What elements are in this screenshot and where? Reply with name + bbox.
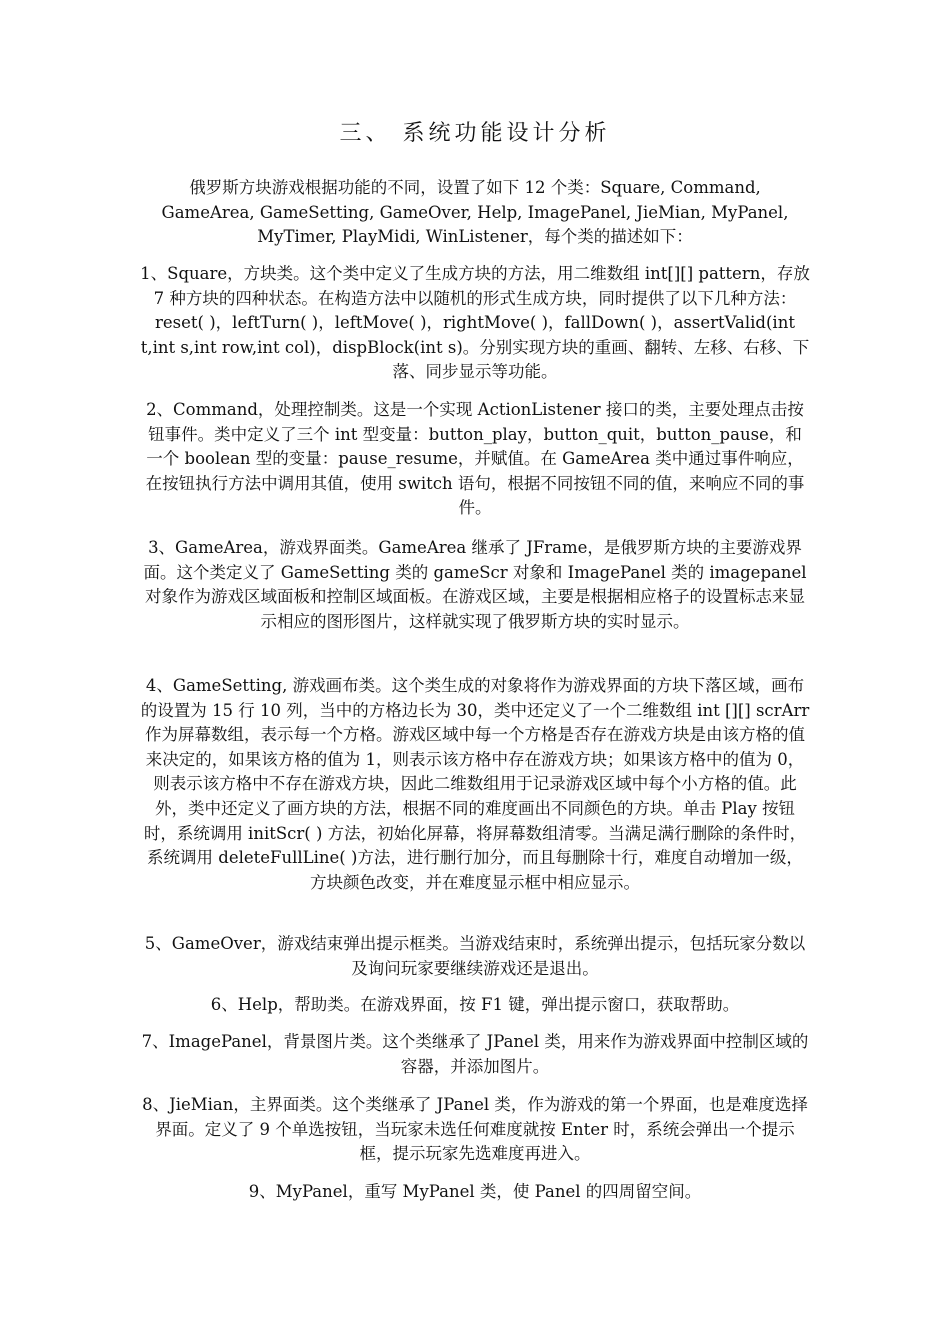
class-gameover-paragraph: 5、GameOver，游戏结束弹出提示框类。当游戏结束时，系统弹出提示，包括玩家分数以及询问玩家要继续游戏还是退出。 [144, 934, 806, 978]
class-mypanel-paragraph: 9、MyPanel，重写 MyPanel 类，使 Panel 的四周留空间。 [248, 1182, 702, 1201]
class-gamesetting-paragraph: 4、GameSetting, 游戏画布类。这个类生成的对象将作为游戏界面的方块下落区域，画布的设置为 15 行 10 列，当中的方格边长为 30，类中还定义了一个二维数组 int [][] scrArr 作为屏幕数组，表示每一个方格。游戏区域中每一个方格是否存在游戏方块是由该方格的值来决定的，如果该方格的值为 1，则表示该方格中存在游戏方块；如果该方格中的值为 0，则表示该方格中不存在游戏方块，因此二维数组用于记录游戏区域中每个小方格的值。此外，类中还定义了画方块的方法，根据不同的难度画出不同颜色的方块。单击 Play 按钮时，系统调用 initScr( ) 方法，初始化屏幕，将屏幕数组清零。当满足满行删除的条件时，系统调用 deleteFullLine( )方法，进行删行加分，而且每删除十行，难度自动增加一级，方块颜色改变，并在难度显示框中相应显示。 [140, 676, 810, 892]
class-square-paragraph: 1、Square，方块类。这个类中定义了生成方块的方法，用二维数组 int[][] pattern，存放 7 种方块的四种状态。在构造方法中以随机的形式生成方块，同时提供了以下几种方法：reset( )，leftTurn( )，leftMove( )，rightMove( )，fallDown( )，assertValid(int t,int s,int row,int col)，dispBlock(int s)。分别实现方块的重画、翻转、左移、右移、下落、同步显示等功能。 [140, 264, 810, 382]
intro-paragraph: 俄罗斯方块游戏根据功能的不同，设置了如下 12 个类：Square, Command, GameArea, GameSetting, GameOver, Help, ImagePanel, JieMian, MyPanel, MyTimer, PlayMidi, WinListener，每个类的描述如下： [161, 178, 789, 247]
section-title: 三、 系统功能设计分析 [339, 121, 611, 146]
class-imagepanel-paragraph: 7、ImagePanel，背景图片类。这个类继承了 JPanel 类，用来作为游戏界面中控制区域的容器，并添加图片。 [141, 1032, 809, 1076]
class-help-paragraph: 6、Help，帮助类。在游戏界面，按 F1 键，弹出提示窗口，获取帮助。 [210, 995, 740, 1014]
class-jiemian-paragraph: 8、JieMian，主界面类。这个类继承了 JPanel 类，作为游戏的第一个界面，也是难度选择界面。定义了 9 个单选按钮，当玩家未选任何难度就按 Enter 时，系统会弹出一个提示框，提示玩家先选难度再进入。 [142, 1095, 808, 1164]
class-command-paragraph: 2、Command，处理控制类。这是一个实现 ActionListener 接口的类，主要处理点击按钮事件。类中定义了三个 int 型变量：button_play，button_quit，button_pause，和一个 boolean 型的变量：pause_resume，并赋值。在 GameArea 类中通过事件响应，在按钮执行方法中调用其值，使用 switch 语句，根据不同按钮不同的值，来响应不同的事件。 [145, 400, 805, 518]
class-gamearea-paragraph: 3、GameArea，游戏界面类。GameArea 继承了 JFrame，是俄罗斯方块的主要游戏界面。这个类定义了 GameSetting 类的 gameScr 对象和 ImagePanel 类的 imagepanel 对象作为游戏区域面板和控制区域面板。在游戏区域，主要是根据相应格子的设置标志来显示相应的图形图片，这样就实现了俄罗斯方块的实时显示。 [143, 538, 807, 631]
